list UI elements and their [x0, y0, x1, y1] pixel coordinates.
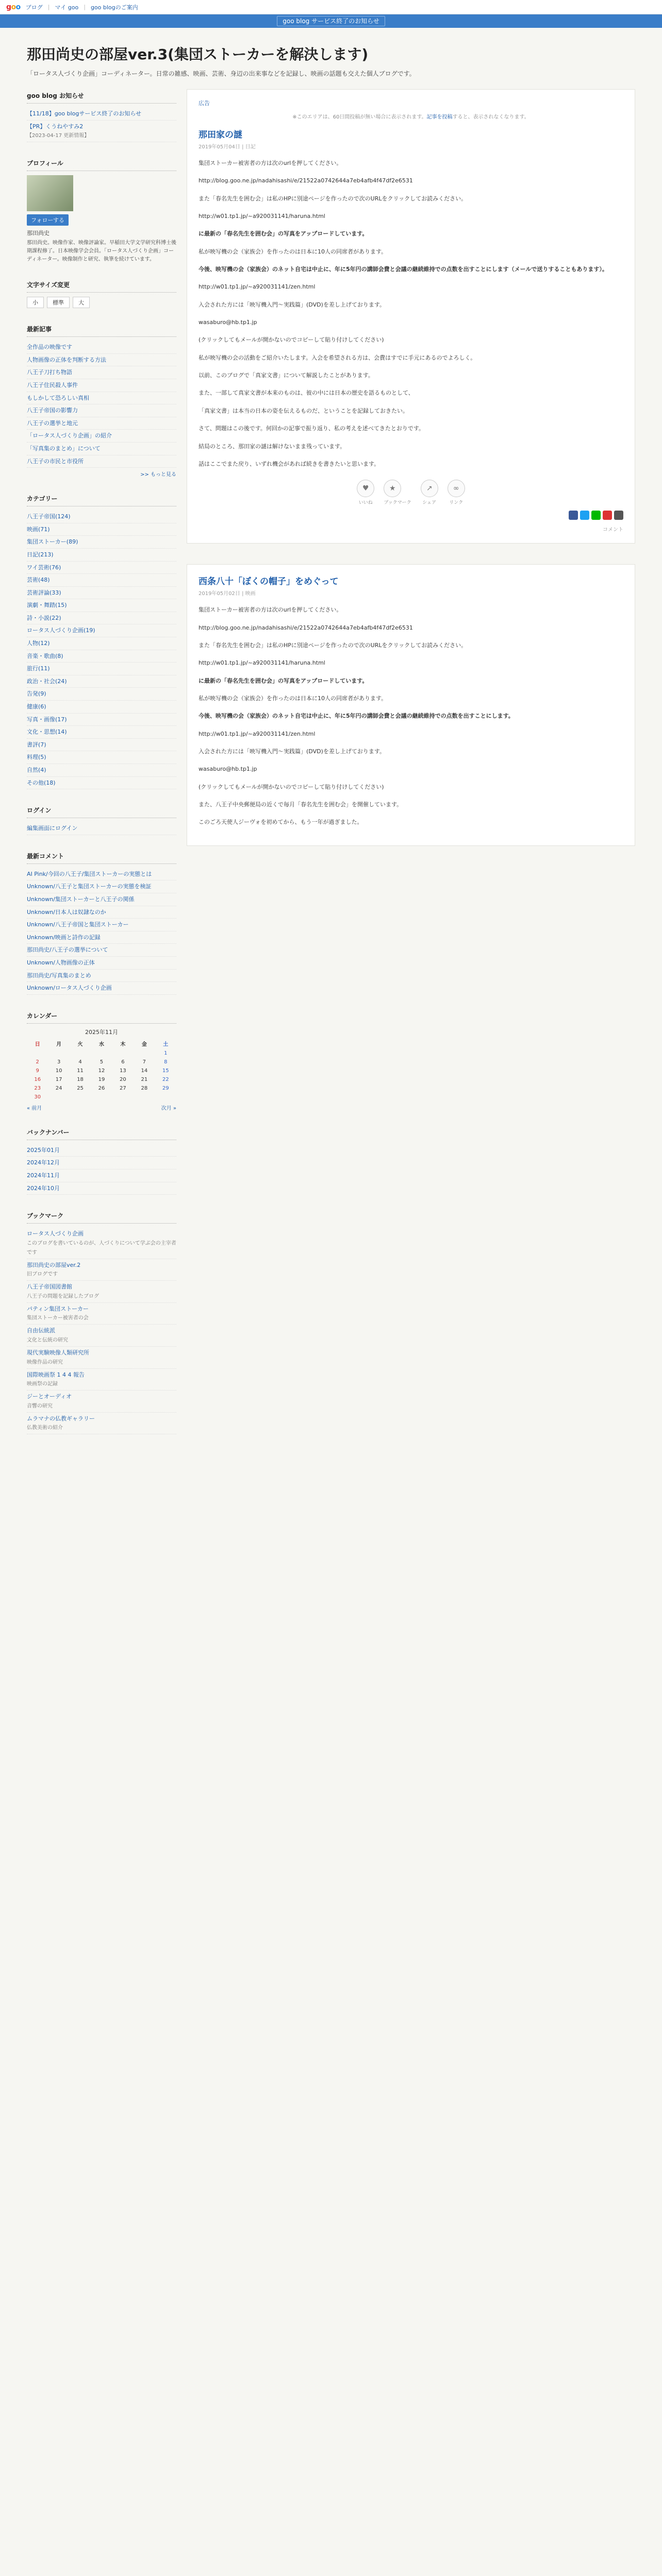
entry-paragraph: 私が映写機の会の活動をご紹介いたします。入会を希望される方は、会費はすでに手元にあるのでよろしく。 [198, 354, 476, 361]
entry-link[interactable]: http://w01.tp1.jp/~a920031141/haruna.html [198, 659, 325, 667]
profile-title: プロフィール [27, 157, 176, 171]
calendar-day[interactable]: 14 [141, 1067, 148, 1074]
share-3-icon[interactable]: ∞ [448, 480, 465, 497]
backnumber-item[interactable]: 2024年12月 [27, 1157, 176, 1170]
recent-item[interactable]: 人物画像の正体を判断する方法 [27, 354, 176, 367]
bookmark-item[interactable]: ロータス人づくり企画 このブログを書いているのが、人づくりについて学ぶ会の主宰者です [27, 1228, 176, 1259]
calendar-day[interactable]: 17 [55, 1076, 62, 1082]
topbar-link-mygoo[interactable]: マイ goo [55, 4, 79, 11]
login-box [27, 804, 176, 835]
line-icon[interactable] [591, 511, 601, 520]
entry-paragraph: 「真家文書」は本当の日本の姿を伝えるものだ、ということを記録しておきたい。 [198, 407, 408, 414]
recent-item[interactable]: 八王子の選挙と地元 [27, 417, 176, 430]
calendar-day[interactable]: 4 [78, 1059, 82, 1065]
bookmark-item[interactable]: 那田尚史の部屋ver.2 旧ブログです [27, 1259, 176, 1281]
category-item[interactable]: 政治・社会(24) [27, 675, 176, 688]
comment-item[interactable]: 那田尚史/写真集のまとめ [27, 970, 176, 982]
calendar-day[interactable]: 13 [120, 1067, 126, 1074]
ad-label: 広告 [198, 100, 210, 107]
entry-link[interactable]: http://w01.tp1.jp/~a920031141/zen.html [198, 283, 316, 291]
info-title: goo blog お知らせ [27, 89, 176, 104]
calendar-next-link[interactable]: 次月 » [161, 1105, 176, 1111]
calendar-day [155, 1093, 176, 1101]
bookmark-desc: 音響の研究 [27, 1403, 53, 1409]
backnumber-item[interactable]: 2024年10月 [27, 1182, 176, 1195]
category-item[interactable]: 書評(7) [27, 739, 176, 752]
entry-paragraph: に最新の「春名先生を囲む会」の写真をアップロードしています。 [198, 230, 368, 238]
calendar-day[interactable]: 24 [55, 1085, 62, 1091]
comment-item[interactable]: Unknown/映画と詩作の記録 [27, 931, 176, 944]
category-item[interactable]: 八王子帝国(124) [27, 511, 176, 523]
bookmark-item[interactable]: 現代実験映像人類研究所 映像作品の研究 [27, 1347, 176, 1369]
bookmark-title: ブックマーク [27, 1209, 176, 1224]
fontsize-title: 文字サイズ変更 [27, 278, 176, 293]
calendar-day[interactable]: 27 [120, 1085, 126, 1091]
calendar-day[interactable]: 11 [77, 1067, 84, 1074]
entry-body [198, 605, 623, 827]
category-title: カテゴリー [27, 492, 176, 506]
info-box [27, 89, 176, 142]
bookmark-desc: 集団ストーカー被害者の会 [27, 1315, 89, 1321]
calendar-day[interactable]: 20 [120, 1076, 126, 1082]
entry-paragraph: 集団ストーカー被害者の方は次のurlを押してください。 [198, 606, 342, 614]
entry-paragraph: 私が映写機の会（家族会）を作ったのは日本に10人の同席者があります。 [198, 248, 387, 255]
blog-description: 「ロータス人づくり企画」コーディネーター。日常の雑感、映画、芸術、身辺の出来事などを記録し、映画の話題も交えた個人ブログです。 [27, 70, 416, 77]
recent-box [27, 323, 176, 478]
share-label: ブックマーク [384, 500, 411, 506]
category-item[interactable]: 告発(9) [27, 688, 176, 701]
calendar-weekday: 金 [141, 1041, 147, 1047]
calendar-day[interactable]: 18 [77, 1076, 84, 1082]
blog-entry [187, 89, 635, 544]
bookmark-desc: このブログを書いているのが、人づくりについて学ぶ会の主宰者です [27, 1240, 176, 1256]
bookmark-item[interactable]: パティン集団ストーカー 集団ストーカー被害者の会 [27, 1303, 176, 1325]
recent-item[interactable]: 八王子住民殺人事件 [27, 379, 176, 392]
fontsize-box [27, 278, 176, 308]
login-link[interactable]: 編集画面にログイン [27, 822, 176, 835]
comment-item[interactable]: Unknown/八王子と集団ストーカーの実態を検証 [27, 880, 176, 893]
entry-paragraph: に最新の「春名先生を囲む会」の写真をアップロードしています。 [198, 677, 368, 684]
entry-paragraph: 以前、このブログで「真家文書」について解説したことがあります。 [198, 372, 374, 379]
entry-link[interactable]: wasaburo@hb.tp1.jp [198, 319, 257, 326]
entry-paragraph: 集団ストーカー被害者の方は次のurlを押してください。 [198, 160, 342, 166]
calendar-day [91, 1093, 112, 1101]
profile-avatar[interactable] [27, 175, 73, 211]
category-item[interactable]: 映画(71) [27, 523, 176, 536]
share-label: いいね [358, 500, 373, 506]
category-item[interactable]: 健康(6) [27, 701, 176, 714]
post-article-link[interactable]: 記事を投稿 [426, 114, 453, 120]
calendar-day[interactable]: 15 [162, 1067, 169, 1074]
calendar-weekday: 火 [77, 1041, 83, 1047]
entry-title[interactable]: 那田家の謎 [198, 130, 242, 140]
entry-body [198, 158, 623, 469]
fontsize-normal-button[interactable]: 標準 [47, 297, 70, 308]
recent-item[interactable]: 八王子の市民と市役所 [27, 455, 176, 468]
share-1-icon[interactable]: ★ [384, 480, 401, 497]
sns-icons [198, 511, 623, 520]
share-label: シェア [422, 500, 437, 506]
bookmark-item[interactable]: 八王子帝国図書館 八王子の問題を記録したブログ [27, 1281, 176, 1303]
info-item[interactable]: 【PR】くうねやすみ2 【2023-04-17 更新情報】 [27, 121, 176, 143]
backnumber-item[interactable]: 2025年01月 [27, 1144, 176, 1157]
calendar-weekday: 土 [163, 1041, 169, 1047]
category-item[interactable]: 写真・画像(17) [27, 714, 176, 726]
mail-icon[interactable] [614, 511, 623, 520]
entry-title[interactable]: 西条八十「ぼくの帽子」をめぐって [198, 577, 339, 587]
calendar-day [27, 1049, 48, 1058]
entry-paragraph: また「春名先生を囲む会」は私のHPに別途ページを作ったので次のURLをクリックしてお読みください。 [198, 195, 467, 202]
recent-item[interactable]: 「写真集のまとめ」について [27, 443, 176, 455]
entry-link[interactable]: wasaburo@hb.tp1.jp [198, 766, 257, 773]
bookmark-desc: 旧ブログです [27, 1272, 58, 1278]
calendar-day[interactable]: 26 [98, 1085, 105, 1091]
entry-link[interactable]: http://blog.goo.ne.jp/nadahisashi/e/21522a0742644a7eb4afb4f47df2e6531 [198, 624, 413, 631]
calendar-day[interactable]: 3 [57, 1059, 61, 1065]
entry-paragraph: 今後、映写機の会（家族会）のネット自宅は中止に、年に5年円の講師会費と会議の継続維持での点数を出すことにします。 [198, 713, 514, 720]
bookmark-item[interactable]: 自由伝統派 文化と伝統の研究 [27, 1325, 176, 1347]
fontsize-small-button[interactable]: 小 [27, 297, 44, 308]
calendar-day[interactable]: 12 [98, 1067, 105, 1074]
calendar-day [112, 1049, 134, 1058]
entry-paragraph: (クリックしてもメールが開かないのでコピーして貼り付けしてください) [198, 336, 384, 344]
bookmark-desc: 映像作品の研究 [27, 1359, 63, 1365]
service-notice-bar [0, 14, 662, 28]
recent-item[interactable]: 八王子帝国の影響力 [27, 404, 176, 417]
calendar-day [70, 1049, 91, 1058]
share-label: リンク [449, 500, 464, 506]
bookmark-desc: 映画祭の記録 [27, 1381, 58, 1387]
facebook-icon[interactable] [569, 511, 578, 520]
category-item[interactable]: ロータス人づくり企画(19) [27, 624, 176, 637]
bookmark-desc: 仏教美術の紹介 [27, 1425, 63, 1431]
comment-item[interactable]: Unknown/八王子帝国と集団ストーカー [27, 919, 176, 931]
page-container [27, 89, 635, 1449]
calendar-day [48, 1049, 69, 1058]
entry-link[interactable]: http://w01.tp1.jp/~a920031141/zen.html [198, 730, 316, 737]
entry-paragraph: 私が映写機の会（家族会）を作ったのは日本に10人の同席者があります。 [198, 694, 387, 702]
category-item[interactable]: 旅行(11) [27, 663, 176, 675]
calendar-prev-link[interactable]: « 前月 [27, 1105, 42, 1111]
category-item[interactable]: 料理(5) [27, 751, 176, 764]
calendar-day[interactable]: 6 [121, 1059, 125, 1065]
backnumber-box [27, 1126, 176, 1195]
calendar-weekday: 月 [56, 1041, 62, 1047]
entry-date: 2019年05月02日 | 映画 [198, 591, 256, 597]
entry-link[interactable]: http://w01.tp1.jp/~a920031141/haruna.html [198, 213, 325, 220]
calendar-day[interactable]: 16 [34, 1076, 41, 1082]
category-item[interactable]: その他(18) [27, 777, 176, 790]
bookmark-desc: 文化と伝統の研究 [27, 1337, 68, 1344]
comment-item[interactable]: AI Pink/今回の八王子/集団ストーカーの実態とは [27, 868, 176, 881]
login-title: ログイン [27, 804, 176, 818]
blog-entry [187, 564, 635, 845]
goo-logo[interactable]: goo [6, 3, 21, 11]
calendar-day[interactable]: 10 [55, 1067, 62, 1074]
recent-item[interactable]: 「ロータス人づくり企画」の紹介 [27, 430, 176, 443]
comment-item[interactable]: Unknown/ロータス人づくり企画 [27, 982, 176, 995]
entry-comment-link[interactable]: コメント [603, 527, 623, 533]
calendar-day[interactable]: 7 [142, 1059, 146, 1065]
category-item[interactable]: 文化・思想(14) [27, 726, 176, 739]
category-item[interactable]: 芸術評論(33) [27, 587, 176, 600]
entry-paragraph: (クリックしてもメールが開かないのでコピーして貼り付けしてください) [198, 783, 384, 790]
calendar-day[interactable]: 30 [34, 1094, 41, 1100]
comment-item[interactable]: 那田尚史/八王子の選挙について [27, 944, 176, 957]
category-item[interactable]: 演劇・舞踏(15) [27, 599, 176, 612]
calendar-weekday: 木 [120, 1041, 126, 1047]
calendar-day[interactable]: 21 [141, 1076, 148, 1082]
entry-date: 2019年05月04日 | 日記 [198, 144, 256, 150]
share-buttons [198, 480, 623, 505]
category-item[interactable]: 音楽・歌曲(8) [27, 650, 176, 663]
fontsize-large-button[interactable]: 大 [73, 297, 90, 308]
entry-paragraph: 今後、映写機の会（家族会）のネット自宅は中止に、年に5年円の講師会費と会議の継続維持での点数を出すことにします（メールで送りすることもあります）。 [198, 266, 608, 273]
calendar-day[interactable]: 19 [98, 1076, 105, 1082]
hatena-icon[interactable] [603, 511, 612, 520]
calendar-day[interactable]: 8 [164, 1059, 168, 1065]
comment-item[interactable]: Unknown/人物画像の正体 [27, 957, 176, 970]
ad-notice: ※このエリアは、60日間投稿が無い場合に表示されます。記事を投稿すると、表示されなくなります。 [292, 114, 529, 120]
calendar-day[interactable]: 5 [100, 1059, 104, 1065]
profile-box [27, 157, 176, 264]
bookmark-item[interactable]: ムラマナの仏教ギャラリー 仏教美術の紹介 [27, 1413, 176, 1435]
calendar-day [91, 1049, 112, 1058]
bookmark-item[interactable]: ジーとオーディオ 音響の研究 [27, 1391, 176, 1413]
recent-item[interactable]: 八王子刀打ち物語 [27, 366, 176, 379]
calendar-day[interactable]: 25 [77, 1085, 84, 1091]
calendar-day[interactable]: 9 [36, 1067, 39, 1074]
recent-item[interactable]: もしかして恐ろしい真相 [27, 392, 176, 405]
entry-paragraph: 話はここでまた戻り、いずれ機会があれば続きを書きたいと思います。 [198, 460, 380, 467]
comment-item[interactable]: Unknown/日本人は奴隷なのか [27, 906, 176, 919]
entry-paragraph: 結局のところ、那田家の謎は解けないまま残っています。 [198, 443, 346, 450]
profile-text: 那田尚史。映像作家、映像評論家。早稲田大学文学研究科博士後期課程修了。日本映像学会会員。「ロータス人づくり企画」コーディネーター。映像制作と研究、執筆を続けています。 [27, 240, 176, 263]
comments-title: 最新コメント [27, 850, 176, 864]
recent-item[interactable]: 全作品の映像です [27, 341, 176, 354]
entry-paragraph: 入会された方には「映写機入門～実践篇」(DVD)を差し上げております。 [198, 301, 385, 308]
calendar-day [134, 1093, 155, 1101]
bookmark-desc: 八王子の問題を記録したブログ [27, 1293, 99, 1299]
entry-paragraph: このごろ天使人ジーヴォを初めてから、もう一年が過ぎました。 [198, 819, 363, 826]
calendar-day [112, 1093, 134, 1101]
entry-paragraph: さて、問題はこの後です。何回かの記事で振り返り、私の考えを述べてきたとおりです。 [198, 425, 425, 432]
category-item[interactable]: 集団ストーカー(89) [27, 536, 176, 549]
category-item[interactable]: 人物(12) [27, 637, 176, 650]
entry-link[interactable]: http://blog.goo.ne.jp/nadahisashi/e/21522a0742644a7eb4afb4f47df2e6531 [198, 177, 413, 184]
bookmark-item[interactable]: 国際映画祭 1 4 4 報告 映画祭の記録 [27, 1369, 176, 1391]
calendar-box [27, 1009, 176, 1111]
blog-title[interactable]: 那田尚史の部屋ver.3(集団ストーカーを解決します) [27, 46, 369, 63]
entry-paragraph: また、八王子中央郵便局の近くで毎月「春名先生を囲む会」を開催しています。 [198, 801, 403, 808]
calendar-day[interactable]: 1 [164, 1050, 168, 1056]
backnumber-title: バックナンバー [27, 1126, 176, 1140]
category-item[interactable]: 自然(4) [27, 764, 176, 777]
calendar-day[interactable]: 22 [162, 1076, 169, 1082]
calendar-caption: 2025年11月 [85, 1028, 118, 1036]
topbar-link-guide[interactable]: goo blogのご案内 [90, 4, 138, 11]
follow-button[interactable]: フォローする [27, 214, 69, 226]
entry-paragraph: また、一部して真家文書が本来のものは、彼の中には日本の歴史を語るものとして、 [198, 389, 414, 397]
entry-paragraph: 入会された方には「映写機入門～実践篇」(DVD)を差し上げております。 [198, 748, 385, 755]
category-item[interactable]: 日記(213) [27, 549, 176, 562]
bookmark-box [27, 1209, 176, 1434]
entry-paragraph: また「春名先生を囲む会」は私のHPに別途ページを作ったので次のURLをクリックしてお読みください。 [198, 641, 467, 649]
comments-box [27, 850, 176, 995]
sidebar [27, 89, 176, 1449]
category-item[interactable]: 芸術(48) [27, 574, 176, 587]
calendar-day[interactable]: 28 [141, 1085, 148, 1091]
calendar-day[interactable]: 29 [162, 1085, 169, 1091]
category-box [27, 492, 176, 789]
backnumber-item[interactable]: 2024年11月 [27, 1170, 176, 1182]
calendar-day [48, 1093, 69, 1101]
topbar-link-blog[interactable]: ブログ [25, 4, 43, 11]
calendar-day [134, 1049, 155, 1058]
calendar-day[interactable]: 23 [34, 1085, 41, 1091]
share-2-icon[interactable]: ↗ [421, 480, 438, 497]
recent-more-link[interactable]: >> もっと見る [140, 472, 176, 478]
calendar-weekday: 水 [98, 1041, 104, 1047]
global-topbar: goo ブログ | マイ goo | goo blogのご案内 [0, 0, 662, 14]
calendar-day[interactable]: 2 [36, 1059, 39, 1065]
info-item[interactable]: 【11/18】goo blogサービス終了のお知らせ [27, 108, 176, 121]
twitter-icon[interactable] [580, 511, 589, 520]
calendar-day [70, 1093, 91, 1101]
share-0-icon[interactable]: ♥ [357, 480, 374, 497]
recent-title: 最新記事 [27, 323, 176, 337]
service-notice-link[interactable]: goo blog サービス終了のお知らせ [277, 16, 385, 26]
category-item[interactable]: 詩・小説(22) [27, 612, 176, 625]
calendar-weekday: 日 [35, 1041, 40, 1047]
calendar-table [27, 1028, 176, 1101]
blog-header [27, 28, 635, 89]
profile-name[interactable]: 那田尚史 [27, 230, 49, 237]
main-column [187, 89, 635, 1449]
comment-item[interactable]: Unknown/集団ストーカーと八王子の関係 [27, 893, 176, 906]
category-item[interactable]: ワイ芸術(76) [27, 562, 176, 574]
calendar-title: カレンダー [27, 1009, 176, 1024]
